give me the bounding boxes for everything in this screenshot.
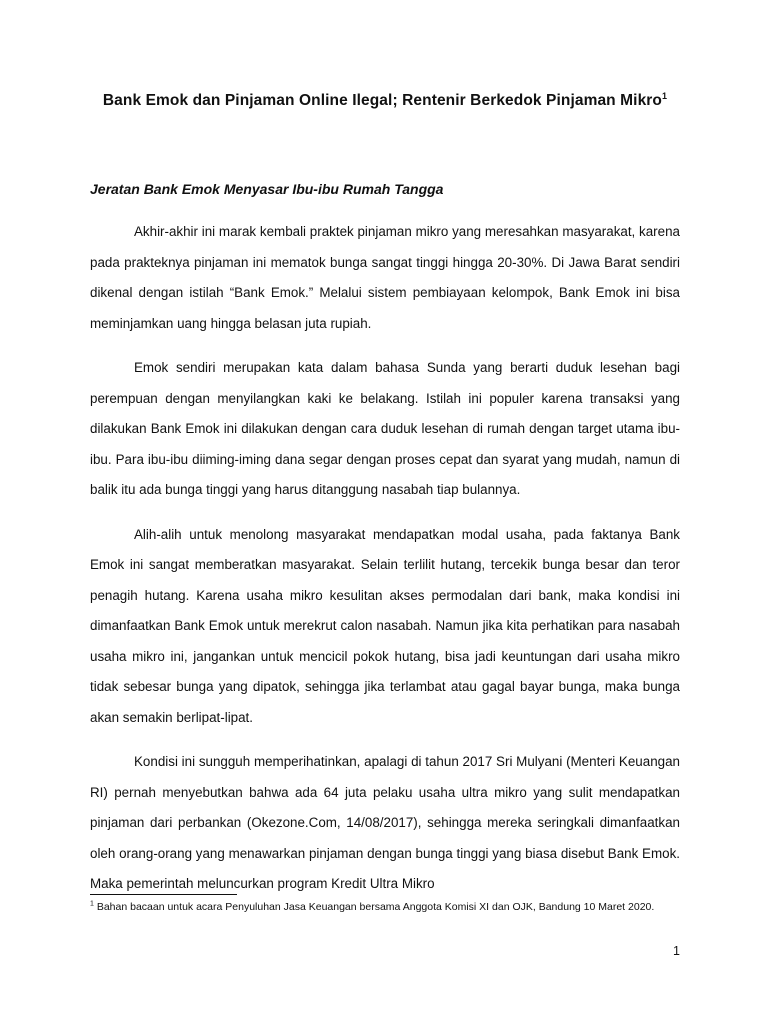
footnote-text: Bahan bacaan untuk acara Penyuluhan Jasa Keuangan bersama Anggota Komisi XI dan OJK, Bandung 10 Maret 2020.	[96, 901, 655, 913]
title-footnote-marker: 1	[662, 90, 668, 101]
footnote-marker: 1	[90, 900, 94, 908]
document-body	[90, 217, 680, 914]
paragraph-3: Alih-alih untuk menolong masyarakat mendapatkan modal usaha, pada faktanya Bank Emok ini sangat memberatkan masyarakat. Selain terlilit hutang, tercekik bunga besar dan teror penagih hutang. Karena usaha mikro kesulitan akses permodalan dari bank, maka kondisi ini dimanfaatkan Bank Emok untuk merekrut calon nasabah. Namun jika kita perhatikan para nasabah usaha mikro ini, jangankan untuk mencicil pokok hutang, bisa jadi keuntungan dari usaha mikro tidak sebesar bunga yang dipatok, sehingga jika terlambat atau gagal bayar bunga, maka bunga akan semakin berlipat-lipat.	[90, 526, 680, 725]
paragraph-2: Emok sendiri merupakan kata dalam bahasa Sunda yang berarti duduk lesehan bagi perempuan dengan menyilangkan kaki ke belakang. Istilah ini populer karena transaksi yang dilakukan Bank Emok ini dilakukan dengan cara duduk lesehan di rumah dengan target utama ibu-ibu. Para ibu-ibu diiming-iming dana segar dengan proses cepat dan syarat yang mudah, namun di balik itu ada bunga tinggi yang harus ditanggung nasabah tiap bulannya.	[90, 360, 680, 497]
page-number: 1	[673, 944, 680, 958]
paragraph-1: Akhir-akhir ini marak kembali praktek pinjaman mikro yang meresahkan masyarakat, karena pada prakteknya pinjaman ini mematok bunga sangat tinggi hingga 20-30%. Di Jawa Barat sendiri dikenal dengan istilah “Bank Emok.” Melalui sistem pembiayaan kelompok, Bank Emok ini bisa meminjamkan uang hingga belasan juta rupiah.	[90, 224, 680, 331]
footnote-separator	[90, 894, 237, 895]
paragraph-4: Kondisi ini sungguh memperihatinkan, apalagi di tahun 2017 Sri Mulyani (Menteri Keuangan RI) pernah menyebutkan bahwa ada 64 juta pelaku usaha ultra mikro yang sulit mendapatkan pinjaman dari perbankan (Okezone.Com, 14/08/2017), sehingga mereka seringkali dimanfaatkan oleh orang-orang yang menawarkan pinjaman dengan bunga tinggi yang biasa disebut Bank Emok. Maka pemerintah meluncurkan program Kredit Ultra Mikro	[90, 754, 680, 891]
section-heading: Jeratan Bank Emok Menyasar Ibu-ibu Rumah Tangga	[90, 181, 444, 197]
footnote	[90, 898, 680, 916]
document-title	[90, 92, 680, 110]
document-title-text: Bank Emok dan Pinjaman Online Ilegal; Rentenir Berkedok Pinjaman Mikro	[102, 92, 662, 109]
